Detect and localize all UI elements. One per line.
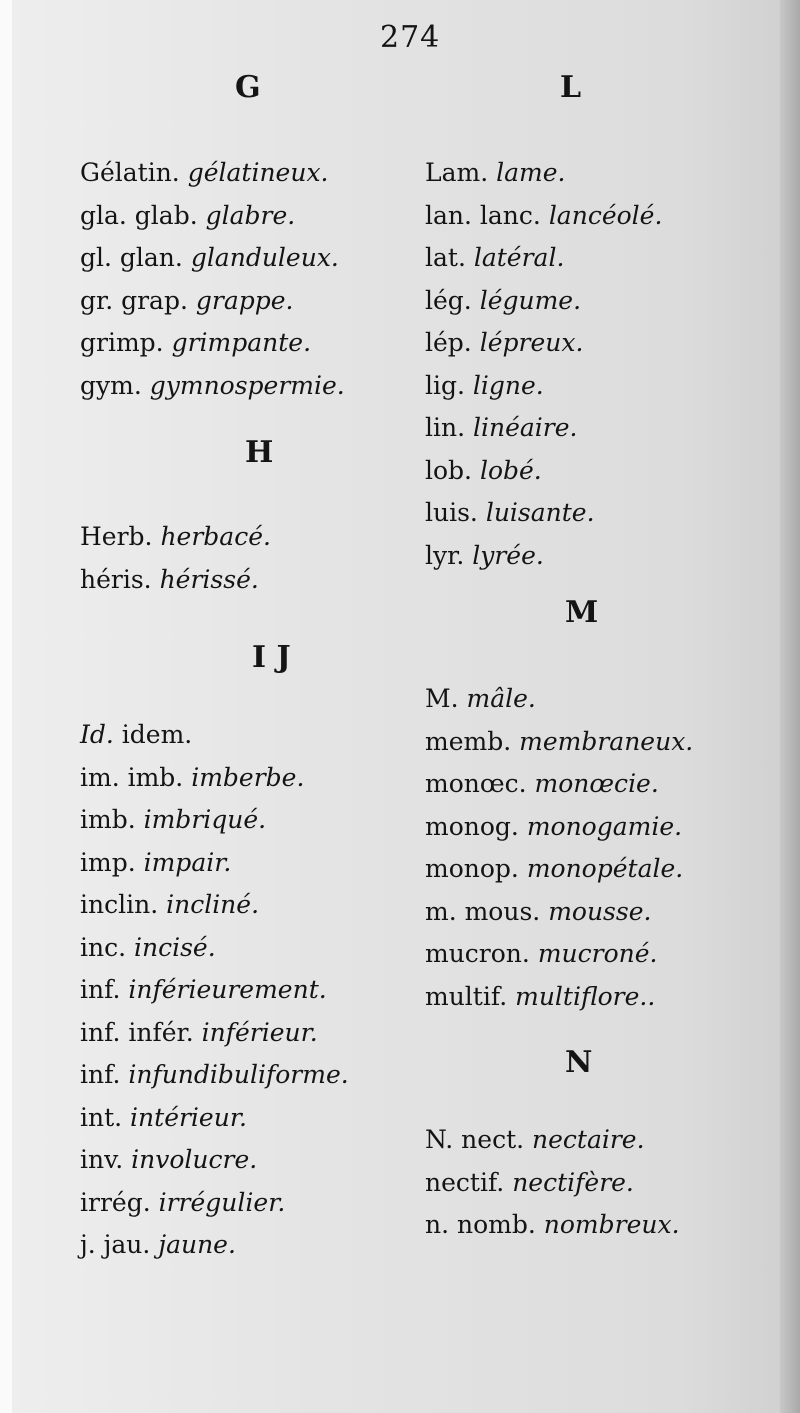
entry-expansion: hérissé.: [159, 564, 259, 594]
entry-abbreviation: im. imb.: [80, 762, 184, 792]
entry-expansion: linéaire.: [473, 413, 578, 442]
section-letter: L: [560, 70, 582, 105]
entry-abbreviation: lin.: [425, 413, 466, 442]
glossary-entry: [80, 1230, 236, 1260]
entry-expansion: mâle.: [466, 684, 536, 713]
entry-expansion: lépreux.: [479, 328, 584, 357]
entry-expansion: nectaire.: [532, 1125, 645, 1154]
entry-abbreviation: Gélatin.: [80, 158, 180, 187]
entry-expansion: ligne.: [472, 370, 544, 400]
entry-abbreviation: M.: [425, 684, 459, 713]
glossary-entry: [80, 158, 329, 188]
entry-expansion: Id.: [80, 720, 114, 749]
glossary-entry: [80, 286, 293, 316]
entry-abbreviation: N. nect.: [425, 1125, 525, 1154]
entry-expansion: imberbe.: [191, 762, 305, 792]
entry-abbreviation: nectif.: [425, 1167, 505, 1197]
entry-abbreviation: Lam.: [425, 158, 489, 187]
glossary-entry: [80, 201, 295, 231]
entry-abbreviation: lég.: [425, 285, 472, 315]
entry-abbreviation: int.: [80, 1102, 123, 1132]
entry-expansion: grappe.: [195, 285, 294, 315]
glossary-entry: [80, 720, 192, 750]
entry-abbreviation: inf.: [80, 975, 121, 1004]
entry-abbreviation: imb.: [80, 805, 136, 834]
glossary-entry: [425, 456, 542, 486]
entry-expansion: incliné.: [166, 890, 260, 919]
entry-expansion: monœcie.: [534, 769, 659, 798]
entry-abbreviation: monœc.: [425, 769, 527, 798]
entry-abbreviation: lyr.: [425, 540, 465, 570]
glossary-entry: [80, 763, 304, 793]
entry-expansion: irrégulier.: [158, 1187, 286, 1217]
entry-expansion: glabre.: [205, 200, 296, 230]
glossary-entry: [80, 522, 271, 552]
glossary-entry: [425, 498, 595, 528]
glossary-entry: [80, 1103, 247, 1133]
entry-abbreviation: n. nomb.: [425, 1210, 536, 1239]
entry-abbreviation: lob.: [425, 455, 472, 485]
entry-expansion: grimpante.: [171, 328, 312, 357]
entry-expansion: inférieur.: [201, 1017, 318, 1047]
glossary-entry: [425, 982, 655, 1012]
glossary-entry: [425, 897, 651, 927]
entry-abbreviation: grimp.: [80, 328, 164, 357]
entry-abbreviation: monog.: [425, 811, 519, 841]
entry-expansion: lancéolé.: [548, 200, 663, 230]
glossary-entry: [80, 975, 327, 1005]
entry-abbreviation: gym.: [80, 370, 142, 400]
entry-abbreviation: j. jau.: [80, 1230, 151, 1259]
entry-abbreviation: héris.: [80, 564, 152, 594]
entry-expansion: imbriqué.: [143, 805, 267, 834]
entry-expansion: latéral.: [473, 243, 565, 272]
entry-expansion: mousse.: [548, 896, 652, 926]
glossary-entry: [80, 243, 339, 273]
glossary-entry: [80, 1188, 285, 1218]
glossary-entry: [425, 1168, 634, 1198]
glossary-entry: [425, 371, 544, 401]
entry-expansion: gélatineux.: [187, 158, 329, 187]
entry-abbreviation: irrég.: [80, 1187, 151, 1217]
entry-abbreviation: inc.: [80, 932, 127, 962]
glossary-entry: [425, 854, 683, 884]
glossary-entry: [80, 805, 266, 835]
section-letter: G: [235, 70, 261, 105]
glossary-entry: [425, 769, 659, 799]
entry-expansion: infundibuliforme.: [128, 1060, 349, 1089]
entry-abbreviation: imp.: [80, 847, 136, 877]
page-gutter-shadow: [780, 0, 800, 1413]
entry-expansion: nectifère.: [512, 1167, 634, 1197]
entry-expansion: mucroné.: [537, 939, 658, 968]
glossary-entry: [425, 286, 581, 316]
entry-expansion: involucre.: [131, 1145, 258, 1174]
entry-tail: idem.: [121, 720, 193, 749]
glossary-entry: [425, 201, 662, 231]
glossary-entry: [80, 371, 345, 401]
glossary-entry: [425, 939, 657, 969]
glossary-entry: [80, 328, 311, 358]
glossary-entry: [80, 1060, 349, 1090]
entry-abbreviation: monop.: [425, 854, 519, 883]
entry-expansion: lyrée.: [472, 540, 544, 570]
glossary-entry: [80, 565, 259, 595]
entry-abbreviation: gla. glab.: [80, 200, 198, 230]
section-letter: I J: [252, 640, 291, 675]
glossary-entry: [425, 727, 693, 757]
glossary-entry: [80, 1018, 318, 1048]
entry-abbreviation: inf.: [80, 1060, 121, 1089]
entry-abbreviation: gr. grap.: [80, 285, 188, 315]
entry-expansion: luisante.: [485, 498, 595, 527]
entry-abbreviation: mucron.: [425, 939, 530, 968]
glossary-entry: [80, 1145, 257, 1175]
entry-expansion: lobé.: [479, 455, 542, 485]
glossary-entry: [425, 243, 564, 273]
page-number: 274: [380, 20, 441, 55]
entry-expansion: légume.: [479, 285, 582, 315]
entry-expansion: gymnospermie.: [149, 370, 345, 400]
glossary-entry: [425, 328, 583, 358]
entry-expansion: incisé.: [134, 932, 216, 962]
entry-abbreviation: Herb.: [80, 522, 153, 551]
entry-expansion: impair.: [143, 847, 232, 877]
entry-expansion: jaune.: [158, 1230, 236, 1259]
entry-expansion: intérieur.: [130, 1102, 247, 1132]
entry-abbreviation: lig.: [425, 370, 465, 400]
entry-abbreviation: inclin.: [80, 890, 159, 919]
glossary-entry: [425, 1125, 645, 1155]
entry-abbreviation: luis.: [425, 498, 478, 527]
glossary-entry: [425, 158, 565, 188]
entry-expansion: inférieurement.: [128, 975, 327, 1004]
entry-expansion: nombreux.: [543, 1210, 680, 1239]
glossary-entry: [80, 933, 216, 963]
section-letter: H: [245, 435, 274, 470]
glossary-entry: [425, 812, 682, 842]
entry-abbreviation: inf. infér.: [80, 1017, 194, 1047]
entry-abbreviation: multif.: [425, 981, 508, 1011]
glossary-entry: [80, 890, 259, 920]
section-letter: M: [565, 595, 599, 630]
entry-abbreviation: m. mous.: [425, 896, 541, 926]
glossary-entry: [80, 848, 231, 878]
glossary-entry: [425, 541, 544, 571]
entry-expansion: lame.: [496, 158, 566, 187]
entry-abbreviation: lép.: [425, 328, 472, 357]
entry-abbreviation: lat.: [425, 243, 466, 272]
entry-expansion: multiflore..: [515, 981, 656, 1011]
glossary-entry: [425, 1210, 680, 1240]
page-left-margin: [0, 0, 12, 1413]
glossary-entry: [425, 684, 536, 714]
entry-abbreviation: memb.: [425, 726, 512, 756]
entry-expansion: membraneux.: [519, 726, 694, 756]
glossary-entry: [425, 413, 577, 443]
section-letter: N: [565, 1045, 593, 1080]
entry-abbreviation: gl. glan.: [80, 243, 183, 272]
entry-expansion: monogamie.: [526, 811, 683, 841]
entry-abbreviation: inv.: [80, 1145, 124, 1174]
entry-expansion: glanduleux.: [190, 243, 339, 272]
entry-abbreviation: lan. lanc.: [425, 200, 541, 230]
entry-expansion: monopétale.: [526, 854, 684, 883]
entry-expansion: herbacé.: [160, 522, 271, 551]
